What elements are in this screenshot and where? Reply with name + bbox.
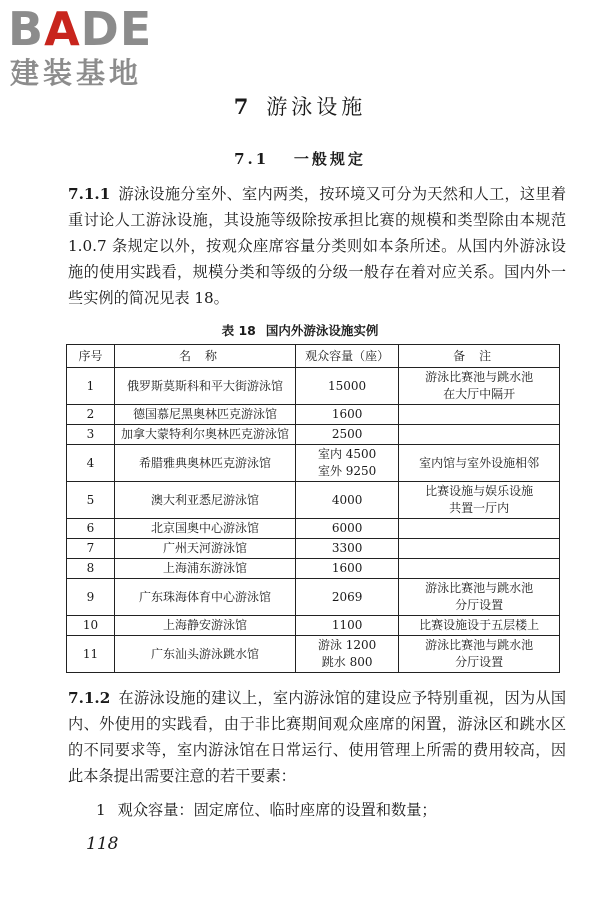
table-caption-label: 表 18 xyxy=(221,323,256,338)
cell-capacity: 3300 xyxy=(295,539,398,559)
cell-seq: 4 xyxy=(67,445,115,482)
cell-name: 德国慕尼黑奥林匹克游泳馆 xyxy=(114,405,295,425)
cell-note: 比赛设施与娱乐设施 共置一厅内 xyxy=(399,482,560,519)
cell-note: 游泳比赛池与跳水池 分厅设置 xyxy=(399,579,560,616)
clause-number: 7.1.2 xyxy=(68,689,111,707)
header-name: 名称 xyxy=(114,345,295,368)
cell-name: 加拿大蒙特利尔奥林匹克游泳馆 xyxy=(114,425,295,445)
cell-seq: 10 xyxy=(67,616,115,636)
cell-name: 澳大利亚悉尼游泳馆 xyxy=(114,482,295,519)
cell-note: 比赛设施设于五层楼上 xyxy=(399,616,560,636)
cell-seq: 3 xyxy=(67,425,115,445)
paragraph-text: 游泳设施分室外、室内两类，按环境又可分为天然和人工，这里着重讨论人工游泳设施，其设施等级除按承担比赛的规模和类型除由本规范 1.0.7 条规定以外，按观众座席容量分类则如本条所述。从国内外游泳设施的使用实践看，规模分类和等级的分级一般存在着对应关系。国内外一些实例的简况见表 18。 xyxy=(68,185,566,307)
cell-capacity: 4000 xyxy=(295,482,398,519)
cell-name: 上海浦东游泳馆 xyxy=(114,559,295,579)
table-row xyxy=(67,445,560,482)
cell-note xyxy=(399,539,560,559)
bade-logo xyxy=(8,4,178,94)
cell-capacity: 6000 xyxy=(295,519,398,539)
list-item-number: 1 xyxy=(96,801,106,819)
logo-subtitle: 建装基地 xyxy=(10,56,143,90)
table-row xyxy=(67,425,560,445)
list-item-text: 观众容量：固定席位、临时座席的设置和数量； xyxy=(117,801,437,819)
cell-seq: 5 xyxy=(67,482,115,519)
chapter-title-text: 游泳设施 xyxy=(266,95,367,119)
cell-note xyxy=(399,559,560,579)
cell-name: 广州天河游泳馆 xyxy=(114,539,295,559)
header-capacity: 观众容量（座） xyxy=(295,345,398,368)
table-row xyxy=(67,482,560,519)
table-row xyxy=(67,579,560,616)
cell-capacity: 1600 xyxy=(295,405,398,425)
cell-capacity: 15000 xyxy=(295,368,398,405)
cell-capacity: 室内 4500 室外 9250 xyxy=(295,445,398,482)
page-number: 118 xyxy=(86,834,119,854)
cell-seq: 1 xyxy=(67,368,115,405)
paragraph-7-1-1 xyxy=(68,181,566,311)
cell-seq: 9 xyxy=(67,579,115,616)
table-caption-title: 国内外游泳设施实例 xyxy=(265,323,379,338)
section-title xyxy=(0,148,600,170)
cell-name: 希腊雅典奥林匹克游泳馆 xyxy=(114,445,295,482)
cell-name: 上海静安游泳馆 xyxy=(114,616,295,636)
cell-name: 广东珠海体育中心游泳馆 xyxy=(114,579,295,616)
cell-name: 广东汕头游泳跳水馆 xyxy=(114,636,295,673)
list-item xyxy=(96,797,437,823)
cell-note xyxy=(399,405,560,425)
paragraph-7-1-2 xyxy=(68,685,566,789)
table-row xyxy=(67,519,560,539)
examples-table xyxy=(66,344,560,673)
chapter-title xyxy=(0,93,600,121)
cell-name: 北京国奥中心游泳馆 xyxy=(114,519,295,539)
cell-seq: 11 xyxy=(67,636,115,673)
cell-capacity: 1100 xyxy=(295,616,398,636)
cell-seq: 2 xyxy=(67,405,115,425)
cell-seq: 6 xyxy=(67,519,115,539)
cell-note: 室内馆与室外设施相邻 xyxy=(399,445,560,482)
table-row xyxy=(67,539,560,559)
header-seq: 序号 xyxy=(67,345,115,368)
header-note: 备注 xyxy=(399,345,560,368)
cell-capacity: 2500 xyxy=(295,425,398,445)
table-row xyxy=(67,616,560,636)
paragraph-text: 在游泳设施的建议上，室内游泳馆的建设应予特别重视，因为从国内、外使用的实践看，由于非比赛期间观众座席的闲置，游泳区和跳水区的不同要求等，室内游泳馆在日常运行、使用管理上所需的费用较高，因此本条提出需要注意的若干要素： xyxy=(68,689,566,785)
cell-seq: 7 xyxy=(67,539,115,559)
chapter-number: 7 xyxy=(233,94,253,119)
table-row xyxy=(67,559,560,579)
cell-capacity: 2069 xyxy=(295,579,398,616)
cell-seq: 8 xyxy=(67,559,115,579)
table-row xyxy=(67,405,560,425)
cell-capacity: 游泳 1200 跳水 800 xyxy=(295,636,398,673)
cell-note: 游泳比赛池与跳水池 分厅设置 xyxy=(399,636,560,673)
cell-note xyxy=(399,519,560,539)
table-header-row xyxy=(67,345,560,368)
section-number: 7.1 xyxy=(234,150,270,168)
cell-note: 游泳比赛池与跳水池 在大厅中隔开 xyxy=(399,368,560,405)
cell-name: 俄罗斯莫斯科和平大街游泳馆 xyxy=(114,368,295,405)
table-caption xyxy=(0,322,600,340)
logo-wordmark: BADE xyxy=(8,2,153,56)
cell-note xyxy=(399,425,560,445)
cell-capacity: 1600 xyxy=(295,559,398,579)
section-title-text: 一般规定 xyxy=(293,150,366,168)
table-row xyxy=(67,368,560,405)
table-row xyxy=(67,636,560,673)
clause-number: 7.1.1 xyxy=(68,185,111,203)
